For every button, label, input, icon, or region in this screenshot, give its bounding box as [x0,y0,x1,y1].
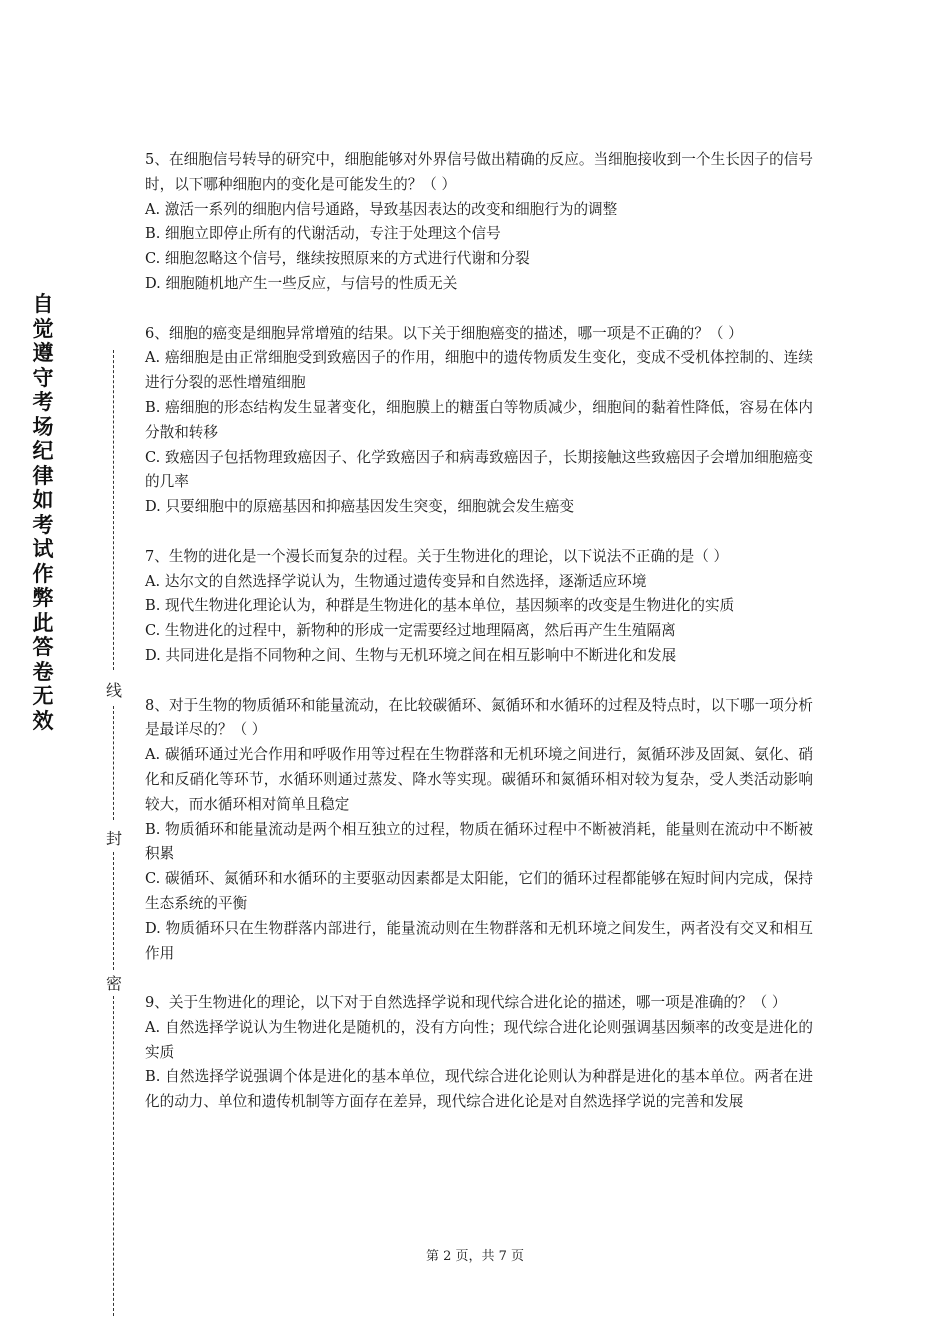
binding-dashed-line [113,996,114,1316]
option-a: A. 碳循环通过光合作用和呼吸作用等过程在生物群落和无机环境之间进行，氮循环涉及固氮、氨化、硝化和反硝化等环节，水循环则通过蒸发、降水等实现。碳循环和氮循环相对较为复杂，受人类活动影响较大，而水循环相对简单且稳定 [145,746,813,813]
option-b: B. 物质循环和能量流动是两个相互独立的过程，物质在循环过程中不断被消耗，能量则在流动中不断被积累 [145,820,813,863]
question-5 [145,148,813,297]
option-b: B. 自然选择学说强调个体是进化的基本单位，现代综合进化论则认为种群是进化的基本单位。两者在进化的动力、单位和遗传机制等方面存在差异，现代综合进化论是对自然选择学说的完善和发展 [145,1068,813,1111]
option-d: D. 物质循环只在生物群落内部进行，能量流动则在生物群落和无机环境之间发生，两者没有交叉和相互作用 [145,919,813,962]
option-b: B. 现代生物进化理论认为，种群是生物进化的基本单位，基因频率的改变是生物进化的实质 [145,597,735,615]
binding-dashed-line [113,706,114,820]
exam-discipline-notice: 自觉遵守考场纪律如考试作弊此答卷无效 [32,292,54,733]
question-content [145,148,813,1140]
option-c: C. 细胞忽略这个信号，继续按照原来的方式进行代谢和分裂 [145,250,530,268]
question-7 [145,545,813,669]
binding-dashed-line [113,852,114,970]
question-stem: 7、生物的进化是一个漫长而复杂的过程。关于生物进化的理论，以下说法不正确的是（ ） [145,547,729,565]
question-stem: 8、对于生物的物质循环和能量流动，在比较碳循环、氮循环和水循环的过程及特点时，以下哪一项分析是最详尽的？（ ） [145,696,813,739]
option-a: A. 癌细胞是由正常细胞受到致癌因子的作用，细胞中的遗传物质发生变化，变成不受机体控制的、连续进行分裂的恶性增殖细胞 [145,349,813,392]
question-stem: 5、在细胞信号转导的研究中，细胞能够对外界信号做出精确的反应。当细胞接收到一个生长因子的信号时，以下哪种细胞内的变化是可能发生的？（ ） [145,151,813,193]
question-8 [145,694,813,967]
option-d: D. 共同进化是指不同物种之间、生物与无机环境之间在相互影响中不断进化和发展 [145,646,677,664]
option-c: C. 碳循环、氮循环和水循环的主要驱动因素都是太阳能，它们的循环过程都能够在短时间内完成，保持生态系统的平衡 [145,870,813,912]
option-a: A. 达尔文的自然选择学说认为，生物通过遗传变异和自然选择，逐渐适应环境 [145,572,647,590]
option-c: C. 致癌因子包括物理致癌因子、化学致癌因子和病毒致癌因子，长期接触这些致癌因子会增加细胞癌变的几率 [145,448,813,491]
option-d: D. 细胞随机地产生一些反应，与信号的性质无关 [145,274,458,292]
option-b: B. 癌细胞的形态结构发生显著变化，细胞膜上的糖蛋白等物质减少，细胞间的黏着性降低，容易在体内分散和转移 [145,398,813,441]
binding-label-xian: 线 [105,681,122,700]
page-number-footer: 第 2 页，共 7 页 [425,1249,525,1264]
binding-label-feng: 封 [105,829,122,848]
binding-dashed-line [113,350,114,670]
question-9 [145,991,813,1115]
binding-label-mi: 密 [105,974,122,993]
option-b: B. 细胞立即停止所有的代谢活动，专注于处理这个信号 [145,225,501,243]
question-stem: 9、关于生物进化的理论，以下对于自然选择学说和现代综合进化论的描述，哪一项是准确的？（ ） [145,994,787,1012]
option-c: C. 生物进化的过程中，新物种的形成一定需要经过地理隔离，然后再产生生殖隔离 [145,622,676,640]
question-stem: 6、细胞的癌变是细胞异常增殖的结果。以下关于细胞癌变的描述，哪一项是不正确的？（ ） [145,324,743,342]
option-a: A. 自然选择学说认为生物进化是随机的，没有方向性；现代综合进化论则强调基因频率的改变是进化的实质 [145,1018,813,1061]
option-a: A. 激活一系列的细胞内信号通路，导致基因表达的改变和细胞行为的调整 [145,200,618,218]
question-6 [145,322,813,520]
option-d: D. 只要细胞中的原癌基因和抑癌基因发生突变，细胞就会发生癌变 [145,498,575,516]
